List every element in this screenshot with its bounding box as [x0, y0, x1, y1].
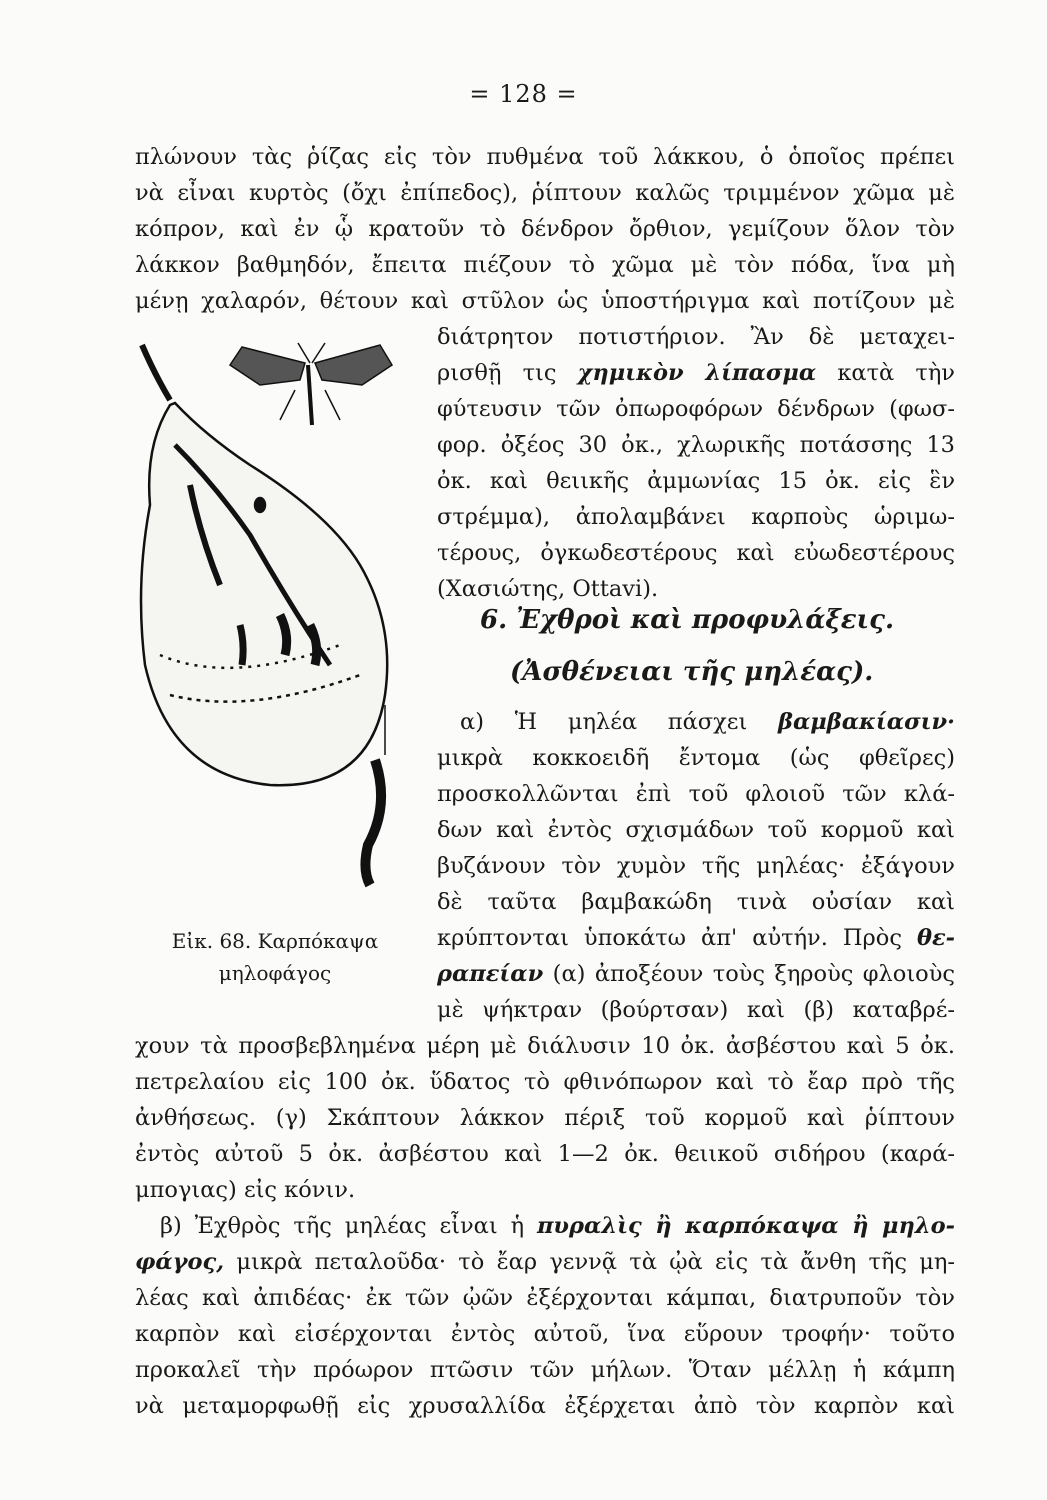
- text-line: καρπὸν καὶ εἰσέρχονται ἐντὸς αὐτοῦ, ἵνα εὕρουν τροφήν· τοῦτο: [135, 1321, 955, 1347]
- figure-caption: Εἰκ. 68. Καρπόκαψα: [171, 929, 379, 953]
- text-line-a-first: [460, 705, 955, 739]
- moth-drawing: [230, 343, 392, 425]
- text-line: νὰ μεταμορφωθῇ εἰς χρυσαλλίδα ἐξέρχεται ἀπὸ τὸν καρπὸν καὶ: [135, 1393, 955, 1419]
- pear-drawing: [141, 345, 387, 785]
- text-line-b-first: [160, 1209, 955, 1243]
- text-segment: β) Ἐχθρὸς τῆς μηλέας εἶναι ἡ: [160, 1213, 537, 1239]
- emphasis-term: πυραλὶς ἢ καρπόκαψα ἢ μηλο-: [536, 1213, 955, 1239]
- text-line: λάκκον βαθμηδόν, ἔπειτα πιέζουν τὸ χῶμα μὲ τὸν πόδα, ἵνα μὴ: [135, 252, 955, 278]
- text-line: νὰ εἶναι κυρτὸς (ὄχι ἐπίπεδος), ῥίπτουν καλῶς τριμμένον χῶμα μὲ: [135, 180, 955, 206]
- text-line: διάτρητον ποτιστήριον. Ἂν δὲ μεταχει-: [437, 324, 955, 350]
- text-line: μπογιας) εἰς κόνιν.: [135, 1177, 356, 1203]
- text-line: (Χασιώτης, Ottavi).: [437, 576, 659, 602]
- text-segment: α) Ἡ μηλέα πάσχει: [460, 709, 779, 735]
- emphasis-term: φάγος,: [135, 1249, 225, 1275]
- text-line: ἐντὸς αὐτοῦ 5 ὀκ. ἀσβέστου καὶ 1—2 ὀκ. θειικοῦ σιδήρου (καρά-: [135, 1141, 955, 1167]
- text-line: μὲ ψήκτραν (βούρτσαν) καὶ (β) καταβρέ-: [437, 997, 955, 1023]
- emphasis-term: ραπείαν: [437, 961, 544, 987]
- text-line: προκαλεῖ τὴν πρόωρον πτῶσιν τῶν μήλων. Ὅταν μέλλῃ ἡ κάμπη: [135, 1357, 955, 1383]
- emphasis-term: βαμβακίασιν·: [778, 709, 955, 735]
- emphasis-term: χημικὸν λίπασμα: [577, 360, 817, 386]
- text-line-therapy-2: [437, 957, 955, 991]
- page-number: = 128 =: [469, 80, 578, 108]
- text-line: χουν τὰ προσβεβλημένα μέρη μὲ διάλυσιν 10 ὀκ. ἀσβέστου καὶ 5 ὀκ.: [135, 1033, 955, 1059]
- text-line: ἀνθήσεως. (γ) Σκάπτουν λάκκον πέριξ τοῦ κορμοῦ καὶ ῥίπτουν: [135, 1105, 955, 1131]
- text-line: βυζάνουν τὸν χυμὸν τῆς μηλέας· ἐξάγουν: [437, 853, 955, 879]
- text-segment: ρισθῇ τις: [437, 360, 578, 386]
- text-line: πλώνουν τὰς ῥίζας εἰς τὸν πυθμένα τοῦ λάκκου, ὁ ὁποῖος πρέπει: [135, 144, 955, 170]
- section-subheading: (Ἀσθένειαι τῆς μηλέας).: [510, 657, 874, 687]
- emphasis-term: θε-: [916, 925, 955, 951]
- text-line: φύτευσιν τῶν ὀπωροφόρων δένδρων (φωσ-: [437, 396, 955, 422]
- text-line: λέας καὶ ἀπιδέας· ἐκ τῶν ᾠῶν ἐξέρχονται κάμπαι, διατρυποῦν τὸν: [135, 1285, 955, 1311]
- text-line-therapy-1: [437, 921, 955, 955]
- text-line: μένῃ χαλαρόν, θέτουν καὶ στῦλον ὡς ὑποστήριγμα καὶ ποτίζουν μὲ: [135, 288, 955, 314]
- text-segment: κρύπτονται ὑποκάτω ἀπ' αὐτήν. Πρὸς: [437, 925, 917, 951]
- text-line: δων καὶ ἐντὸς σχισμάδων τοῦ κορμοῦ καὶ: [437, 817, 955, 843]
- text-line: στρέμμα), ἀπολαμβάνει καρποὺς ὡριμω-: [437, 504, 955, 530]
- text-line-fertilizer: [437, 356, 955, 390]
- text-line: ὀκ. καὶ θειικῆς ἀμμωνίας 15 ὀκ. εἰς ἓν: [437, 468, 955, 494]
- text-line: προσκολλῶνται ἐπὶ τοῦ φλοιοῦ τῶν κλά-: [437, 781, 955, 807]
- codling-moth-illustration: [130, 335, 420, 905]
- text-segment: (α) ἀποξέουν τοὺς ξηροὺς φλοιοὺς: [543, 961, 955, 987]
- text-segment: μικρὰ πεταλοῦδα· τὸ ἔαρ γεννᾷ τὰ ᾠὰ εἰς τὰ ἄνθη τῆς μη-: [224, 1249, 955, 1275]
- text-segment: κατὰ τὴν: [816, 360, 955, 386]
- text-line: κόπρον, καὶ ἐν ᾧ κρατοῦν τὸ δένδρον ὄρθιον, γεμίζουν ὅλον τὸν: [135, 216, 955, 242]
- figure-caption: μηλοφάγος: [218, 961, 332, 985]
- text-line: δὲ ταῦτα βαμβακώδη τινὰ οὐσίαν καὶ: [437, 889, 955, 915]
- text-line: τέρους, ὀγκωδεστέρους καὶ εὐωδεστέρους: [437, 540, 955, 566]
- text-line: φορ. ὀξέος 30 ὀκ., χλωρικῆς ποτάσσης 13: [437, 432, 955, 458]
- text-line: μικρὰ κοκκοειδῆ ἔντομα (ὡς φθεῖρες): [437, 745, 955, 771]
- section-heading: 6. Ἐχθροὶ καὶ προφυλάξεις.: [480, 605, 895, 635]
- text-line: πετρελαίου εἰς 100 ὀκ. ὕδατος τὸ φθινόπωρον καὶ τὸ ἔαρ πρὸ τῆς: [135, 1069, 955, 1095]
- text-line-b-second: [135, 1245, 955, 1279]
